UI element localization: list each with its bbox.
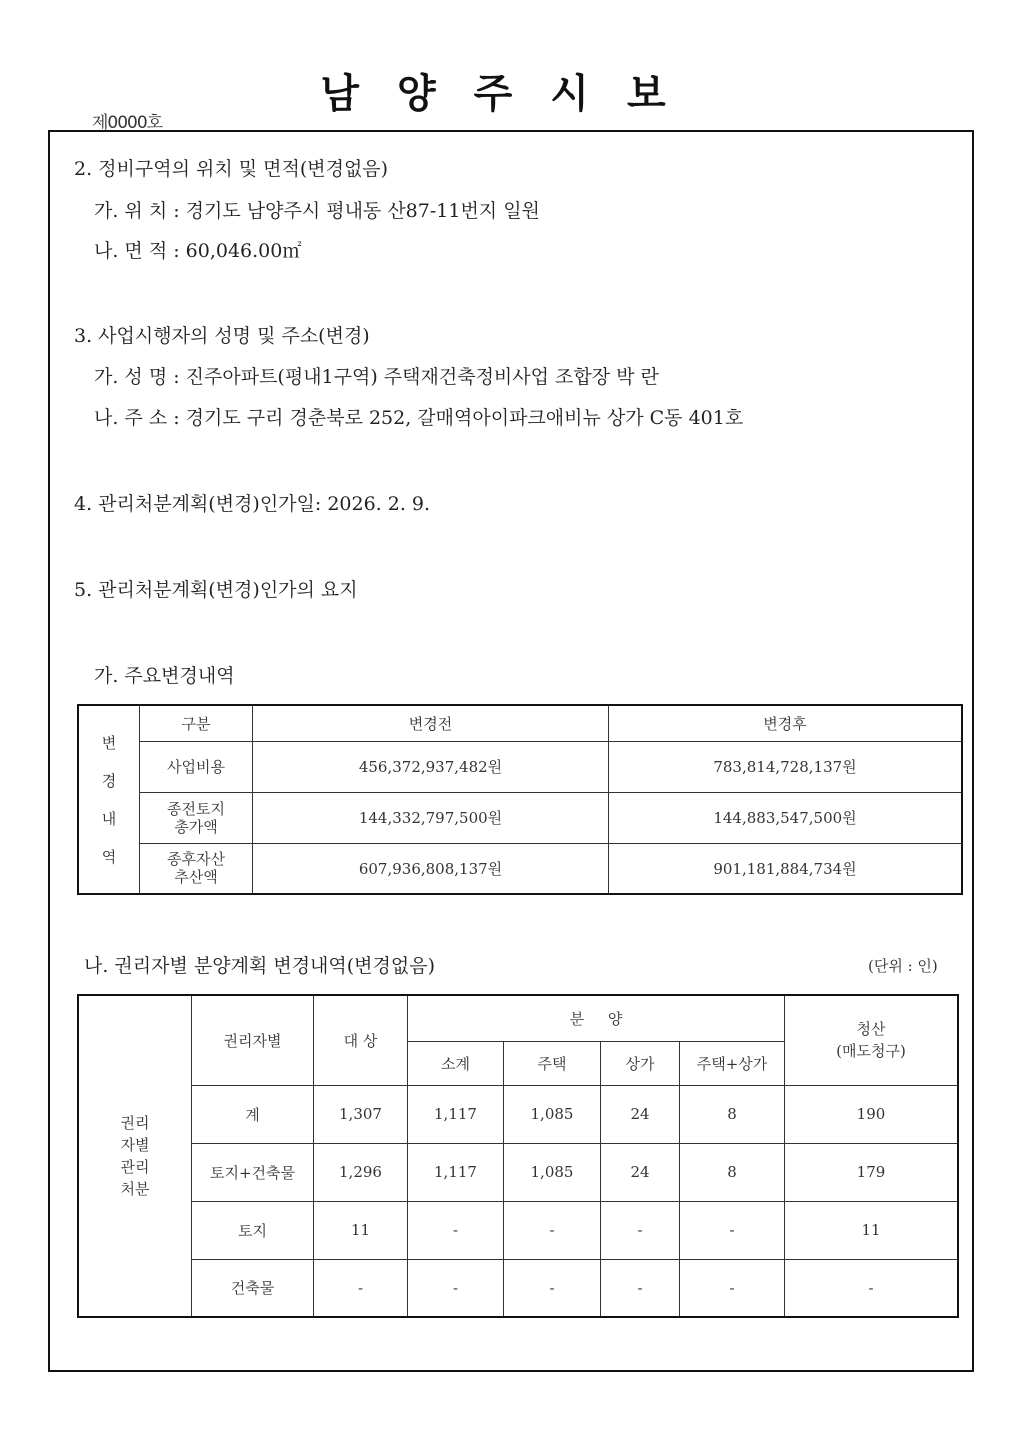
header-before: 변경전 — [253, 705, 609, 741]
cell: - — [408, 1259, 504, 1317]
row-type: 토지+건축물 — [192, 1143, 314, 1201]
row-type: 건축물 — [192, 1259, 314, 1317]
cell: - — [601, 1259, 680, 1317]
header-commercial: 상가 — [601, 1041, 680, 1085]
cell: 1,117 — [408, 1085, 504, 1143]
cell: 1,307 — [314, 1085, 408, 1143]
cell: - — [680, 1259, 785, 1317]
table-row — [78, 741, 962, 792]
table2-subtitle: 나. 권리자별 분양계획 변경내역(변경없음) — [84, 955, 436, 977]
cell: 8 — [680, 1085, 785, 1143]
table1-subtitle: 가. 주요변경내역 — [94, 665, 235, 687]
header-housing: 주택 — [504, 1041, 601, 1085]
header-type: 권리자별 — [192, 995, 314, 1085]
table-row — [78, 1085, 958, 1143]
row-label: 종후자산 추산액 — [140, 843, 253, 894]
section-4-heading: 4. 관리처분계획(변경)인가일: 2026. 2. 9. — [74, 493, 431, 515]
unit-label: (단위 : 인) — [868, 957, 938, 975]
header-after: 변경후 — [609, 705, 963, 741]
value-before: 607,936,808,137원 — [253, 843, 609, 894]
cell: - — [314, 1259, 408, 1317]
section-3-heading: 3. 사업시행자의 성명 및 주소(변경) — [74, 325, 370, 347]
value-before: 456,372,937,482원 — [253, 741, 609, 792]
cell: 1,117 — [408, 1143, 504, 1201]
change-details-table — [77, 704, 963, 895]
table-row — [78, 1201, 958, 1259]
cell: 11 — [785, 1201, 959, 1259]
allocation-table — [77, 994, 959, 1318]
cell: - — [601, 1201, 680, 1259]
side-label-char: 경 — [101, 771, 117, 790]
header-housing-commercial: 주택+상가 — [680, 1041, 785, 1085]
table-row — [78, 1143, 958, 1201]
cell: 1,296 — [314, 1143, 408, 1201]
side-label-char: 내 — [101, 809, 117, 828]
cell: - — [504, 1201, 601, 1259]
section-5-heading: 5. 관리처분계획(변경)인가의 요지 — [74, 579, 358, 601]
header-settle: 청산 (매도청구) — [785, 995, 959, 1085]
side-label-char: 역 — [101, 847, 117, 866]
row-type: 토지 — [192, 1201, 314, 1259]
cell: - — [785, 1259, 959, 1317]
value-after: 783,814,728,137원 — [609, 741, 963, 792]
header-subtotal: 소계 — [408, 1041, 504, 1085]
row-label: 사업비용 — [140, 741, 253, 792]
cell: 1,085 — [504, 1143, 601, 1201]
section-3-name: 가. 성 명 : 진주아파트(평내1구역) 주택재건축정비사업 조합장 박 란 — [94, 366, 659, 388]
row-label: 종전토지 총가액 — [140, 792, 253, 843]
section-3-address: 나. 주 소 : 경기도 구리 경춘북로 252, 갈매역아이파크애비뉴 상가 C동 401호 — [94, 407, 744, 429]
side-label: 권리 자별 관리 처분 — [78, 995, 192, 1317]
cell: 11 — [314, 1201, 408, 1259]
cell: 24 — [601, 1143, 680, 1201]
cell: - — [504, 1259, 601, 1317]
issue-number: 제0000호 — [92, 113, 163, 133]
cell: 1,085 — [504, 1085, 601, 1143]
cell: 24 — [601, 1085, 680, 1143]
header-sale: 분 양 — [408, 995, 785, 1041]
page-title: 남양주시보 — [320, 71, 704, 117]
section-2-heading: 2. 정비구역의 위치 및 면적(변경없음) — [74, 158, 389, 180]
cell: 179 — [785, 1143, 959, 1201]
header-target: 대 상 — [314, 995, 408, 1085]
cell: 8 — [680, 1143, 785, 1201]
section-2-location: 가. 위 치 : 경기도 남양주시 평내동 산87-11번지 일원 — [94, 200, 540, 222]
row-type: 계 — [192, 1085, 314, 1143]
side-label-char: 변 — [101, 733, 117, 752]
section-2-area: 나. 면 적 : 60,046.00㎡ — [94, 240, 302, 262]
value-after: 901,181,884,734원 — [609, 843, 963, 894]
table-row — [78, 843, 962, 894]
header-category: 구분 — [140, 705, 253, 741]
table-row — [78, 792, 962, 843]
table-row — [78, 1259, 958, 1317]
value-before: 144,332,797,500원 — [253, 792, 609, 843]
value-after: 144,883,547,500원 — [609, 792, 963, 843]
cell: - — [680, 1201, 785, 1259]
cell: 190 — [785, 1085, 959, 1143]
side-label — [78, 705, 140, 894]
cell: - — [408, 1201, 504, 1259]
